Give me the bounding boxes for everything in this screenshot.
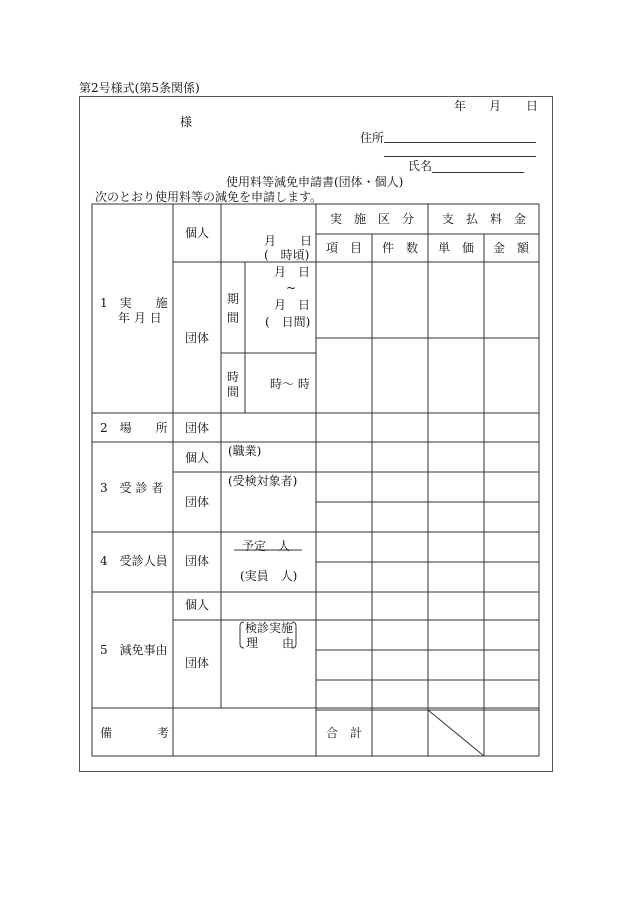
row2-group: 団体 xyxy=(184,421,210,435)
row5-group: 団体 xyxy=(184,656,210,670)
row2-label: 2 場 所 xyxy=(100,421,168,435)
date-day: 日 xyxy=(526,99,539,113)
row1-group: 団体 xyxy=(184,331,210,345)
form-title: 使用料等減免申請書(団体・個人) xyxy=(226,175,404,189)
date-year: 年 xyxy=(454,99,467,113)
row4-label: 4 受診人員 xyxy=(100,554,168,568)
header-count: 件 数 xyxy=(381,241,419,255)
row5-reason-1: 検診実施 xyxy=(245,621,294,635)
row1-time-range: 時～ 時 xyxy=(270,377,310,391)
row4-group: 団体 xyxy=(184,554,210,568)
total-label: 合 計 xyxy=(326,726,363,740)
addressee-suffix: 様 xyxy=(180,115,193,129)
header-amount: 金 額 xyxy=(492,241,530,255)
row1-label-b: 年 月 日 xyxy=(118,311,162,325)
header-category: 実 施 区 分 xyxy=(329,212,415,226)
row3-occupation: (職業) xyxy=(228,444,262,458)
row3-group: 団体 xyxy=(184,495,210,509)
date-month: 月 xyxy=(489,99,502,113)
name-label: 氏名 xyxy=(408,159,433,173)
row1-period-start: 月 日 xyxy=(274,265,311,279)
header-item: 項 目 xyxy=(325,241,363,255)
header-unit-price: 単 価 xyxy=(437,241,475,255)
row1-individual: 個人 xyxy=(184,226,210,240)
row1-period-tilde: ~ xyxy=(286,281,297,295)
row3-label: 3 受 診 者 xyxy=(100,481,164,495)
row1-time-1: 時 xyxy=(227,370,240,384)
form-number: 第2号様式(第5条関係) xyxy=(79,81,200,95)
row4-actual: (実員 人) xyxy=(240,569,298,583)
intro-text: 次のとおり使用料等の減免を申請します。 xyxy=(95,190,323,204)
row1-period-2: 間 xyxy=(227,311,240,325)
address-label: 住所 xyxy=(360,131,385,145)
header-payment: 支 払 料 金 xyxy=(441,212,527,226)
row5-individual: 個人 xyxy=(184,598,210,612)
row5-reason-2: 理 由 xyxy=(246,636,295,650)
remarks-label-a: 備 xyxy=(100,726,113,740)
row3-individual: 個人 xyxy=(184,451,210,465)
row3-subjects: (受検対象者) xyxy=(228,474,298,488)
row1-period-end: 月 日 xyxy=(274,298,311,312)
row1-ind-date: 月 日 xyxy=(264,234,313,248)
remarks-label-b: 考 xyxy=(157,726,170,740)
row1-time-2: 間 xyxy=(227,385,240,399)
row1-period-days: ( 日間) xyxy=(265,315,311,329)
row1-label-a: 1 実 施 xyxy=(100,296,168,310)
row5-label: 5 減免事由 xyxy=(100,643,168,657)
row1-ind-time: ( 時頃) xyxy=(264,248,310,262)
row1-period-1: 期 xyxy=(227,292,240,306)
row4-planned: 予定 人 xyxy=(242,539,291,553)
